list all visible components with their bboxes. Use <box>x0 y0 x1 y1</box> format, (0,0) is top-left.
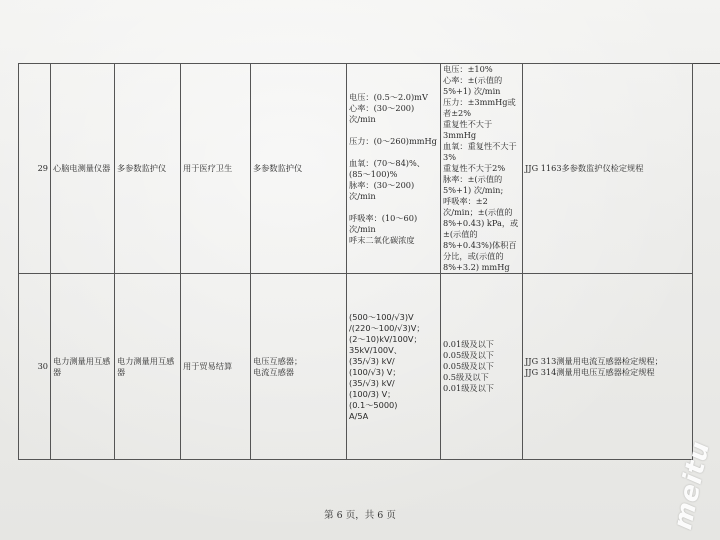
calibration-standard: JJG 1163多参数监护仪检定规程 <box>523 64 693 274</box>
purpose: 用于医疗卫生 <box>181 64 251 274</box>
range-line: 心率：(30～200)次/min <box>349 102 415 124</box>
range-line: (35/√3) kV/ <box>349 355 395 366</box>
accuracy-line: 压力：±3mmHg或者±2% <box>443 97 516 118</box>
accuracy-line: 0.01级及以下 <box>443 383 494 393</box>
accuracy-line: 0.05级及以下 <box>443 350 494 360</box>
accuracy-line: 重复性不大于3mmHg <box>443 119 493 140</box>
row-number: 29 <box>19 64 51 274</box>
range-line: 35kV/100V、 <box>349 344 402 355</box>
measurement-item: 电力测量用互感器 <box>115 274 181 460</box>
instrument-name: 多参数监护仪 <box>251 64 347 274</box>
accuracy-line: 呼吸率：±2次/min；±(示值的8%+0.43) kPa，或±(示值的8%+0.43%)体积百分比，或(示值的8%+3.2) mmHg <box>443 196 519 272</box>
purpose: 用于贸易结算 <box>181 274 251 460</box>
measurement-category: 心脑电测量仪器 <box>51 64 115 274</box>
instrument-line: 电流互感器 <box>253 366 294 377</box>
meitu-watermark: meitu <box>668 438 716 533</box>
range-line: /(220～100/√3)V； <box>349 322 425 333</box>
range-line: 呼末二氧化碳浓度 <box>349 234 415 245</box>
accuracy-line: 0.5级及以下 <box>443 372 489 382</box>
range-line: 电压：(0.5～2.0)mV <box>349 91 428 102</box>
row-number: 30 <box>19 274 51 460</box>
range-line: (100/3) V； <box>349 388 396 399</box>
range-line: (500～100/√3)V <box>349 311 414 322</box>
standard-line: JJG 314测量用电压互感器检定规程 <box>525 366 655 377</box>
measurement-category: 电力测量用互感器 <box>51 274 115 460</box>
accuracy-line: 血氧：重复性不大于3% <box>443 141 517 162</box>
calibration-standard <box>523 274 693 460</box>
range-line: 血氧：(70～84)%、(85～100)% <box>349 157 425 179</box>
calibration-table <box>18 63 693 460</box>
table-row <box>19 274 693 460</box>
accuracy <box>441 64 523 274</box>
range-line: 脉率：(30～200) 次/min <box>349 179 415 201</box>
page-footer: 第 6 页，共 6 页 <box>324 510 396 521</box>
range-line: (2～10)kV/100V； <box>349 333 422 344</box>
measurement-item: 多参数监护仪 <box>115 64 181 274</box>
instrument-name <box>251 274 347 460</box>
accuracy-line: 0.01级及以下 <box>443 339 494 349</box>
range-line: (0.1～5000) <box>349 399 398 410</box>
accuracy-line: 重复性不大于2% <box>443 163 506 173</box>
accuracy-line: 脉率：±(示值的5%+1) 次/min; <box>443 174 504 195</box>
instrument-line: 电压互感器； <box>253 355 303 366</box>
standard-line: JJG 313测量用电流互感器检定规程； <box>525 355 663 366</box>
range-line: 呼吸率：(10～60) 次/min <box>349 212 418 234</box>
accuracy-line: 电压：±10% <box>443 64 493 74</box>
range-line: 压力：(0～260)mmHg <box>349 135 437 146</box>
accuracy-line: 0.05级及以下 <box>443 361 494 371</box>
measurement-range <box>347 274 441 460</box>
accuracy-line: 心率：±(示值的5%+1) 次/min <box>443 75 503 96</box>
range-line: (35/√3) kV/ <box>349 377 395 388</box>
accuracy <box>441 274 523 460</box>
range-line: A/5A <box>349 410 369 421</box>
measurement-range <box>347 64 441 274</box>
range-line: (100/√3) V； <box>349 366 401 377</box>
table-row <box>19 64 693 274</box>
